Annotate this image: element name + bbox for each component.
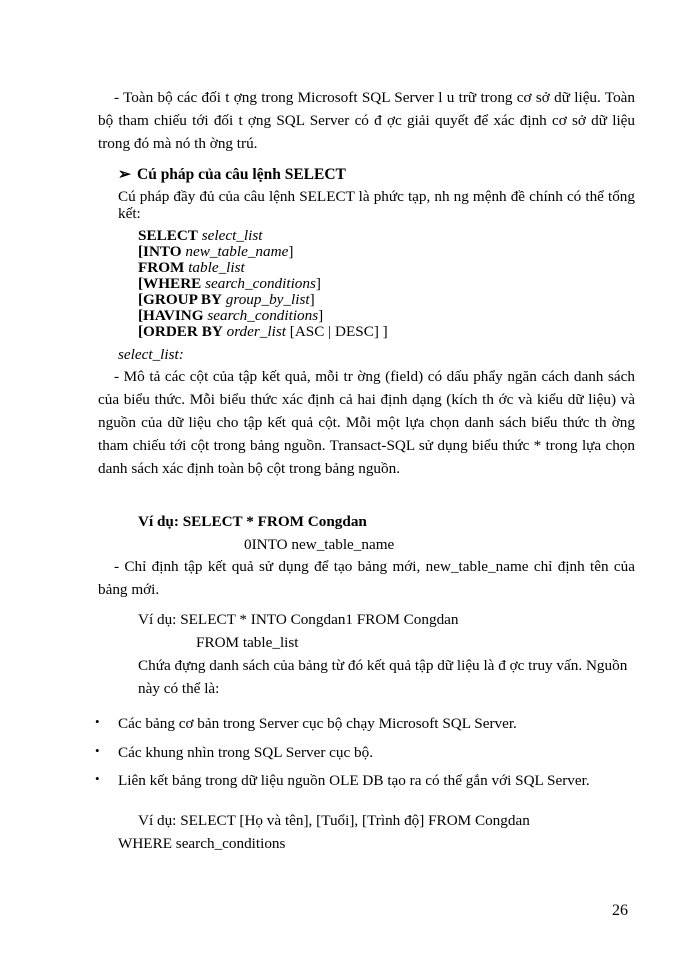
paragraph-from: Chứa đựng danh sách của bảng từ đó kết quả tập dữ liệu là đ ợc truy vấn. Nguồn này có thể là:	[138, 657, 628, 697]
syntax-where: [WHERE search_conditions]	[138, 275, 321, 292]
arrow-bullet-icon: ➢	[118, 166, 131, 183]
paragraph-intro: - Toàn bộ các đối t ợng trong Microsoft SQL Server l u trữ trong cơ sở dữ liệu. Toàn bộ tham chiếu tới đối t ợng SQL Server có đ ợc giải quyết để xác định cơ sở dữ liệu trong đó mà nó th ờng trú.	[98, 89, 635, 152]
example-3-line-2: WHERE search_conditions	[118, 835, 286, 852]
paragraph-select-list: - Mô tả các cột của tập kết quả, mỗi tr ờng (field) có dấu phẩy ngăn cách danh sách của biểu thức. Mỗi biểu thức xác định cả hai định dạng (kích th ớc và kiểu dữ liệu) và nguồn của dữ liệu cho tập kết quả cột. Mỗi một lựa chọn danh sách biểu thức th ờng tham chiếu tới cột trong bảng nguồn. Transact-SQL sử dụng biểu thức * trong lựa chọn danh sách xác định toàn bộ cột trong bảng nguồn.	[98, 368, 635, 477]
syntax-from: FROM table_list	[138, 259, 245, 276]
syntax-into: [INTO new_table_name]	[138, 243, 294, 260]
bullet-item-2: Các khung nhìn trong SQL Server cục bộ.	[118, 744, 374, 761]
example-2-line-2: FROM table_list	[196, 634, 299, 651]
paragraph-into: - Chỉ định tập kết quả sử dụng để tạo bảng mới, new_table_name chỉ định tên của bảng mới.	[98, 558, 635, 598]
example-3-line-1: Ví dụ: SELECT [Họ và tên], [Tuổi], [Trình độ] FROM Congdan	[138, 812, 530, 829]
bullet-item-3: Liên kết bảng trong dữ liệu nguồn OLE DB tạo ra có thể gắn với SQL Server.	[118, 772, 590, 789]
syntax-select: SELECT select_list	[138, 227, 263, 244]
example-1-line-1: Ví dụ: SELECT * FROM Congdan	[138, 513, 367, 530]
syntax-group-by: [GROUP BY group_by_list]	[138, 291, 315, 308]
bullet-icon: •	[95, 714, 100, 729]
paragraph-syntax-intro: Cú pháp đầy đủ của câu lệnh SELECT là phức tạp, nh ng mệnh đề chính có thể tổng kết:	[118, 188, 635, 222]
bullet-icon: •	[95, 743, 100, 758]
section-heading: ➢ Cú pháp của câu lệnh SELECT	[118, 166, 346, 183]
page-number: 26	[612, 902, 628, 919]
example-2-line-1: Ví dụ: SELECT * INTO Congdan1 FROM Congdan	[138, 611, 459, 628]
bullet-icon: •	[95, 771, 100, 786]
example-1-line-2: 0INTO new_table_name	[244, 536, 395, 553]
bullet-item-1: Các bảng cơ bản trong Server cục bộ chạy Microsoft SQL Server.	[118, 715, 517, 732]
syntax-order-by: [ORDER BY order_list [ASC | DESC] ]	[138, 323, 388, 340]
select-list-label: select_list:	[118, 346, 184, 363]
syntax-having: [HAVING search_conditions]	[138, 307, 324, 324]
